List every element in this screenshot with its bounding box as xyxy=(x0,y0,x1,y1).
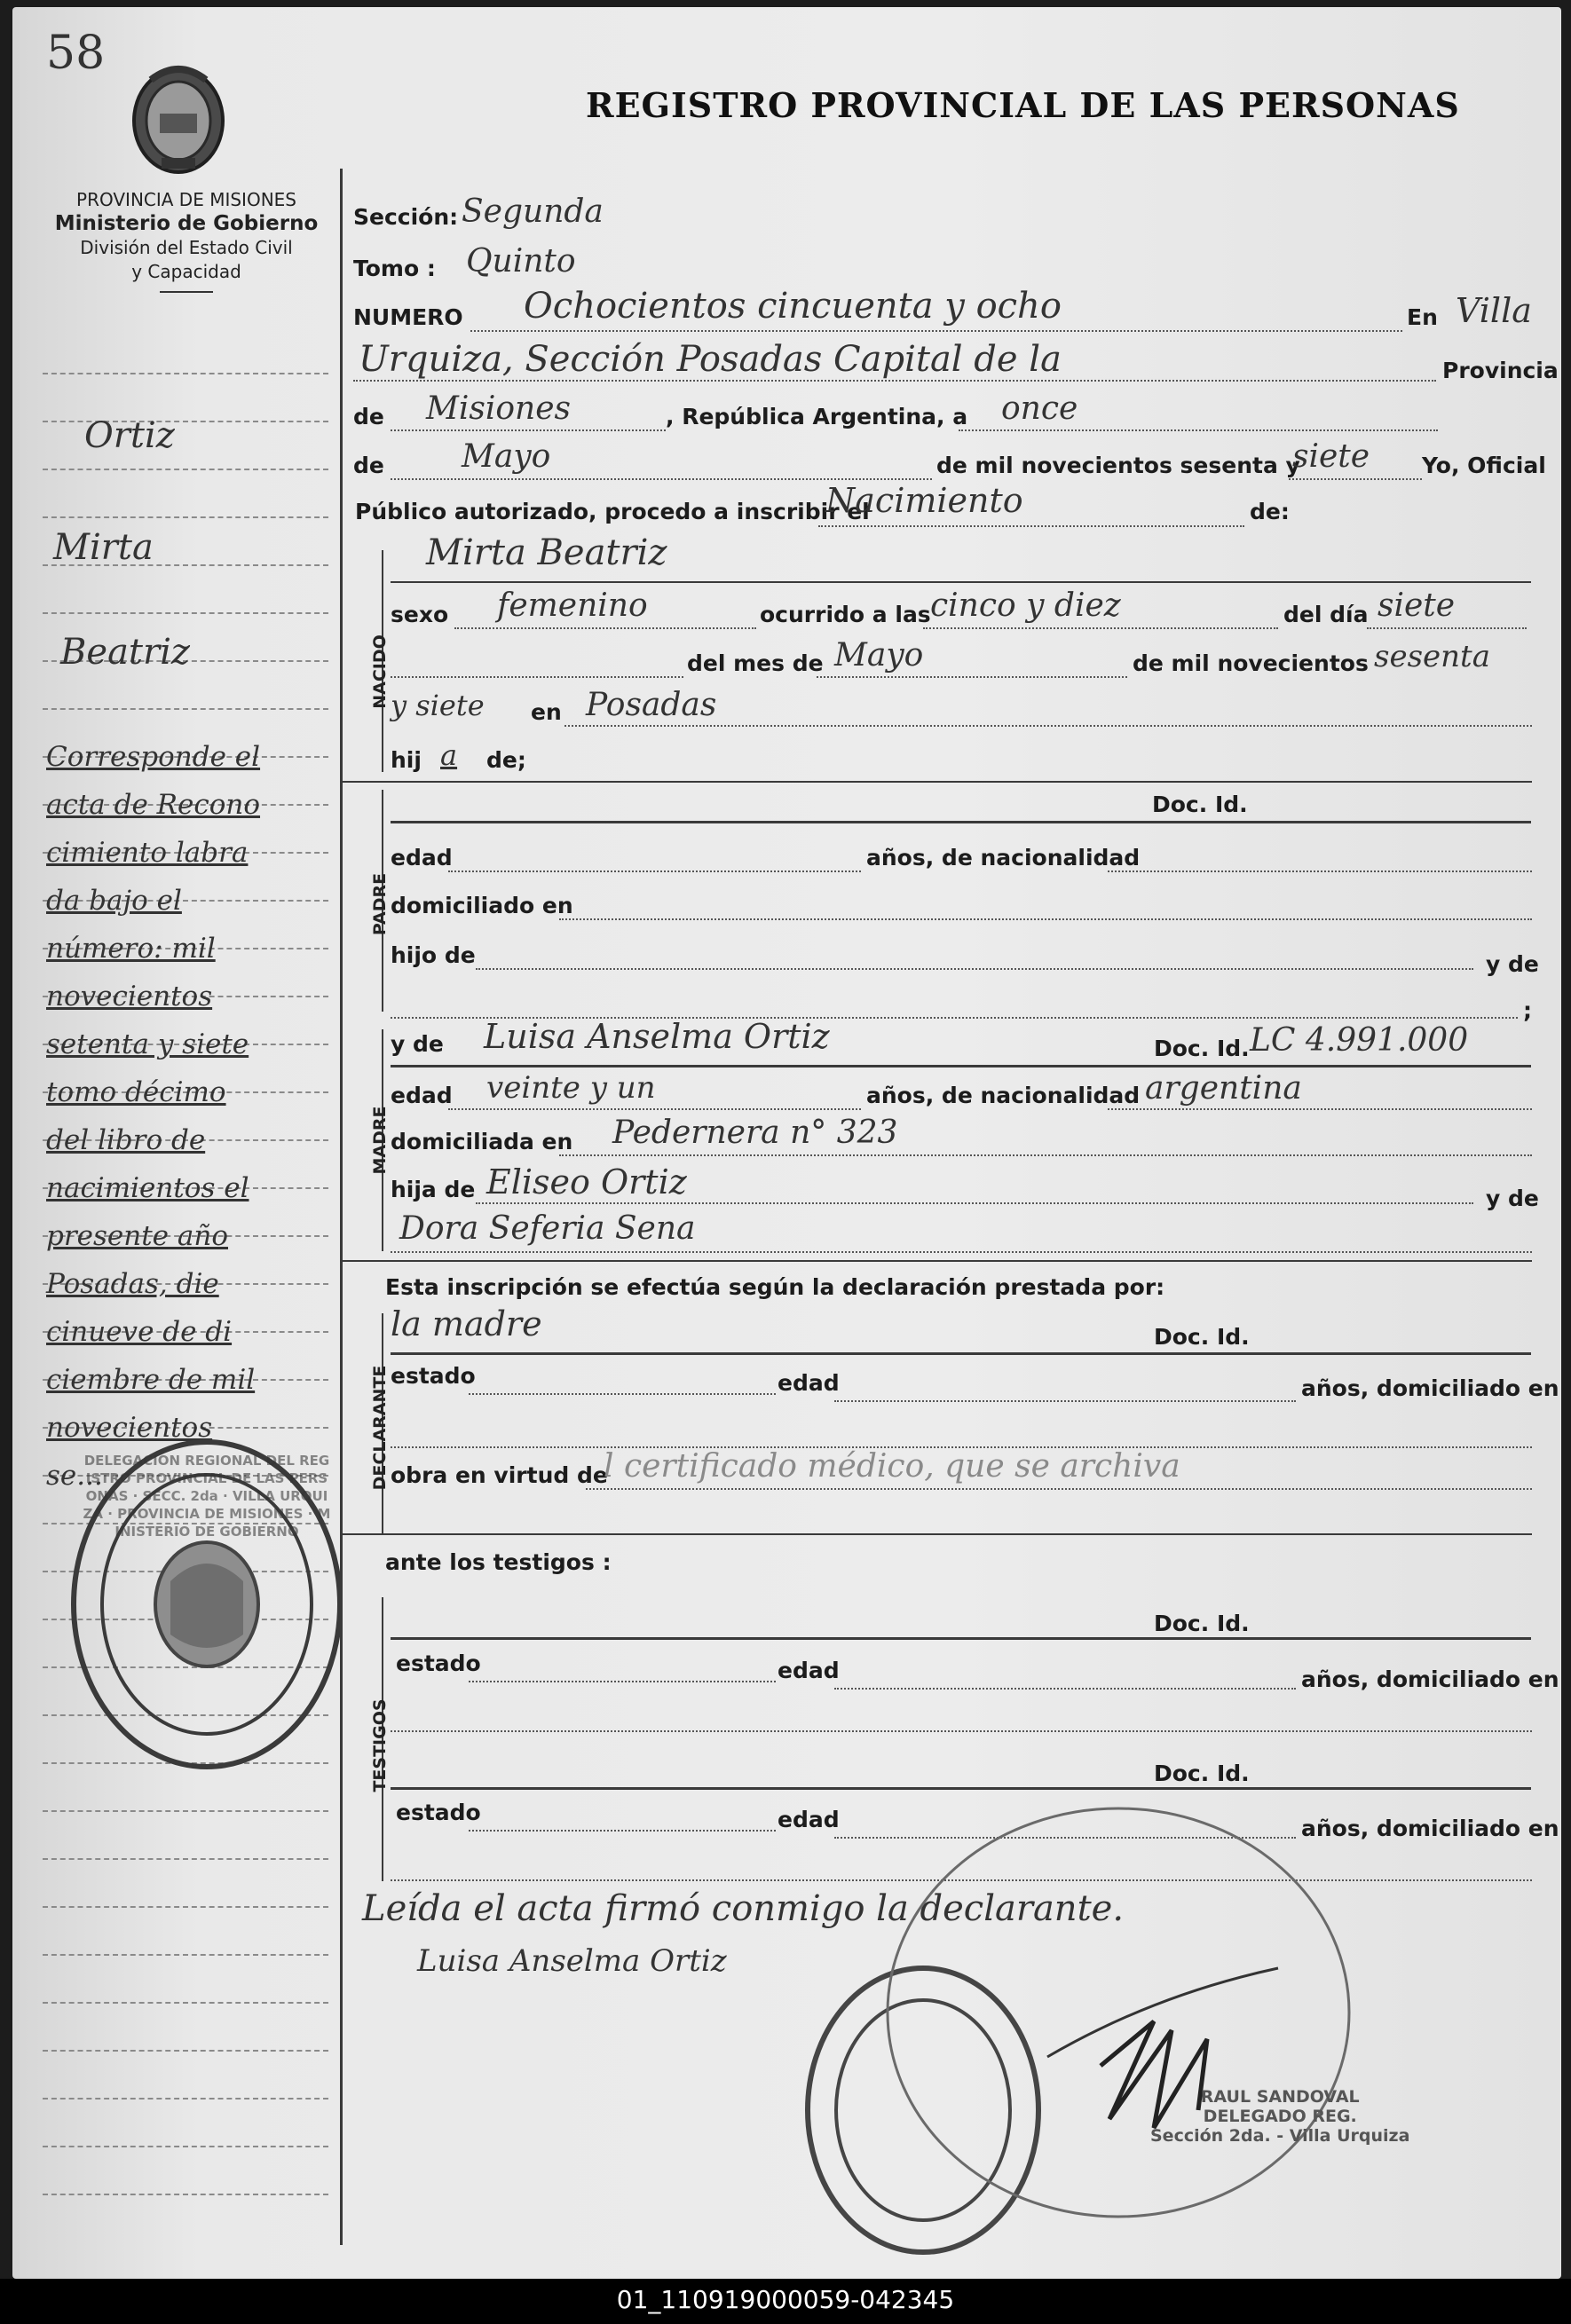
officer-stamp-line2: DELEGADO REG. xyxy=(1203,2107,1357,2126)
officer-round-stamp xyxy=(781,1791,1367,2270)
padre-section-label: PADRE xyxy=(370,872,390,936)
margin-divider xyxy=(340,169,343,2245)
declarante-edad-label: edad xyxy=(778,1370,840,1396)
hij-de-label: de; xyxy=(486,747,526,773)
margin-surname: Ortiz xyxy=(84,415,175,456)
coat-of-arms-emblem xyxy=(124,62,233,179)
mes-line xyxy=(391,478,932,480)
provincia-label: Provincia xyxy=(1442,358,1559,383)
nacido-section-label: NACIDO xyxy=(370,634,390,709)
provincia-line xyxy=(391,429,666,431)
testigo2-anios-label: años, domiciliado en xyxy=(1301,1816,1559,1841)
madre-anios-label: años, de nacionalidad xyxy=(866,1083,1141,1108)
testigos-section-label: TESTIGOS xyxy=(370,1698,390,1792)
madre-nac-line xyxy=(1108,1108,1532,1110)
madre-edad-line xyxy=(448,1108,861,1110)
province-name: PROVINCIA DE MISIONES xyxy=(76,189,296,210)
page-number: 58 xyxy=(46,27,106,80)
closing-statement: Leída el acta firmó conmigo la declarante. xyxy=(362,1888,1125,1929)
declarante-doc-label: Doc. Id. xyxy=(1154,1324,1250,1350)
del-mes-label: del mes de xyxy=(687,650,824,676)
madre-doc-value: LC 4.991.000 xyxy=(1250,1022,1469,1059)
mes-nac-value: Mayo xyxy=(834,637,924,674)
declarante-nombre-value: la madre xyxy=(391,1304,542,1343)
sexo-label: sexo xyxy=(391,602,449,627)
margin-line: se... xyxy=(46,1460,103,1492)
officer-stamp-line1: RAUL SANDOVAL xyxy=(1200,2087,1360,2107)
margin-line: Posadas, die xyxy=(46,1268,219,1300)
madre-padre-value: Eliseo Ortiz xyxy=(486,1162,687,1201)
margin-name-1: Mirta xyxy=(53,527,154,568)
publico-label: Público autorizado, procedo a inscribir el xyxy=(355,499,870,524)
testigo1-anios-label: años, domiciliado en xyxy=(1301,1666,1559,1692)
madre-y-de-label-2: y de xyxy=(1486,1186,1539,1211)
margin-annotation xyxy=(46,733,339,1500)
sexo-line xyxy=(454,627,756,629)
testigo1-estado-line xyxy=(469,1681,776,1682)
padre-edad-line xyxy=(448,871,861,872)
madre-edad-value: veinte y un xyxy=(486,1070,656,1106)
madre-edad-label: edad xyxy=(391,1083,453,1108)
lugar-value: Urquiza, Sección Posadas Capital de la xyxy=(359,339,1062,380)
tomo-value: Quinto xyxy=(466,243,576,280)
madre-abuela-line xyxy=(391,1251,1532,1253)
padre-domicilio-label: domiciliado en xyxy=(391,893,573,918)
margin-line: cimiento labra xyxy=(46,837,249,869)
nacido-name-value: Mirta Beatriz xyxy=(426,532,667,573)
mil-label: de mil novecientos sesenta y xyxy=(936,453,1300,478)
margin-line: tomo décimo xyxy=(46,1076,226,1108)
en-label: En xyxy=(1407,304,1438,330)
en-value: Villa xyxy=(1456,291,1532,330)
numero-line xyxy=(470,330,1402,332)
declarante-signature: Luisa Anselma Ortiz xyxy=(417,1943,727,1979)
testigo1-edad-line xyxy=(834,1688,1296,1690)
declarante-estado-line xyxy=(469,1393,776,1395)
footer-id: 01_110919000059-042345 xyxy=(616,2285,955,2314)
dia-line xyxy=(959,429,1438,431)
mes-nac-line xyxy=(817,676,1127,678)
padre-hijo-line xyxy=(476,968,1473,970)
declarante-estado-label: estado xyxy=(391,1363,476,1389)
division-name-1: División del Estado Civil xyxy=(80,237,293,258)
testigo2-estado-line xyxy=(469,1830,776,1832)
declarante-obra-value: l certificado médico, que se archiva xyxy=(604,1448,1180,1485)
seccion-label: Sección: xyxy=(353,204,459,230)
dia-value: once xyxy=(1001,390,1078,427)
testigo1-doc-label: Doc. Id. xyxy=(1154,1611,1250,1636)
testigo1-estado-label: estado xyxy=(396,1650,481,1676)
hora-value: cinco y diez xyxy=(930,587,1121,624)
dia-nac-line xyxy=(1367,627,1527,629)
en-nac-label: en xyxy=(531,699,562,725)
declarante-edad-line xyxy=(834,1400,1296,1402)
document-title: REGISTRO PROVINCIAL DE LAS PERSONAS xyxy=(586,85,1460,125)
anio-nac-value-2: y siete xyxy=(391,689,485,722)
madre-domicilio-label: domiciliada en xyxy=(391,1129,573,1154)
testigo1-edad-label: edad xyxy=(778,1658,840,1683)
dia-nac-value: siete xyxy=(1378,587,1456,624)
lugar-line xyxy=(353,380,1436,382)
declarante-anios-label: años, domiciliado en xyxy=(1301,1375,1559,1401)
madre-madre-value: Dora Seferia Sena xyxy=(399,1210,696,1247)
testigo1-domicilio-line xyxy=(391,1730,1532,1732)
sexo-value: femenino xyxy=(497,587,648,624)
madre-domicilio-line xyxy=(559,1154,1532,1156)
padre-anios-label: años, de nacionalidad xyxy=(866,845,1141,871)
hij-label: hij xyxy=(391,747,422,773)
officer-stamp-line3: Sección 2da. - Villa Urquiza xyxy=(1150,2126,1410,2146)
anio-value: siete xyxy=(1292,438,1370,475)
madre-hija-label: hija de xyxy=(391,1177,476,1202)
ministry-name: Ministerio de Gobierno xyxy=(54,212,319,235)
testigo2-edad-label: edad xyxy=(778,1807,840,1832)
padre-name-line xyxy=(391,821,1531,823)
margin-line: novecientos xyxy=(46,981,213,1012)
numero-value: Ochocientos cincuenta y ocho xyxy=(524,286,1062,327)
nacido-name-line xyxy=(391,581,1531,583)
issuer-header xyxy=(36,188,337,293)
testigo2-doc-label: Doc. Id. xyxy=(1154,1761,1250,1786)
madre-nacionalidad-value: argentina xyxy=(1145,1070,1302,1107)
officer-stamp-text xyxy=(1150,2087,1409,2146)
padre-top-rule xyxy=(343,781,1532,783)
declarante-section-label: DECLARANTE xyxy=(370,1365,390,1491)
nacido-blank-line xyxy=(391,676,683,678)
de3-label: de: xyxy=(1250,499,1290,524)
del-dia-label: del día xyxy=(1283,602,1369,627)
declarante-name-line xyxy=(391,1352,1531,1355)
hij-value: a xyxy=(440,738,458,772)
declarante-intro: Esta inscripción se efectúa según la declaración prestada por: xyxy=(385,1274,1165,1300)
provincia-value: Misiones xyxy=(426,390,572,427)
margin-line: Corresponde el xyxy=(46,741,261,773)
lugar-nac-value: Posadas xyxy=(586,687,717,723)
lugar-nac-line xyxy=(564,725,1532,727)
margin-line: cinueve de di xyxy=(46,1316,233,1348)
padre-y-de-label: y de xyxy=(1486,951,1539,977)
padre-edad-label: edad xyxy=(391,845,453,871)
de-label: de xyxy=(353,404,384,429)
anio-nac-value: sesenta xyxy=(1374,639,1490,674)
de2-label: de xyxy=(353,453,384,478)
madre-section-label: MADRE xyxy=(370,1106,390,1175)
padre-domicilio-line xyxy=(559,918,1532,920)
numero-label: NUMERO xyxy=(353,304,463,330)
mes-value: Mayo xyxy=(462,438,551,475)
seccion-value: Segunda xyxy=(462,193,604,230)
margin-line: nacimientos el xyxy=(46,1172,249,1204)
testigo2-estado-label: estado xyxy=(396,1800,481,1825)
madre-y-de-label: y de xyxy=(391,1031,444,1057)
anio-line xyxy=(1289,478,1422,480)
margin-line: acta de Recono xyxy=(46,789,261,821)
ocurrido-label: ocurrido a las xyxy=(760,602,931,627)
madre-doc-label: Doc. Id. xyxy=(1154,1036,1250,1061)
madre-name-line xyxy=(391,1065,1531,1067)
margin-line: del libro de xyxy=(46,1124,206,1156)
testigo1-name-line xyxy=(391,1637,1531,1640)
padre-nac-line xyxy=(1108,871,1532,872)
padre-hijo-label: hijo de xyxy=(391,942,476,968)
testigos-intro: ante los testigos : xyxy=(385,1549,612,1575)
testigos-top-rule xyxy=(343,1533,1532,1535)
testigo2-name-line xyxy=(391,1787,1531,1790)
acto-line xyxy=(818,525,1244,527)
margin-line: número: mil xyxy=(46,933,216,965)
margin-line: setenta y siete xyxy=(46,1028,249,1060)
padre-doc-label: Doc. Id. xyxy=(1152,792,1248,817)
margin-name-2: Beatriz xyxy=(60,632,190,673)
acto-value: Nacimiento xyxy=(825,481,1023,520)
margin-line: presente año xyxy=(46,1220,228,1252)
yo-label: Yo, Oficial xyxy=(1422,453,1546,478)
republica-label: , República Argentina, a xyxy=(666,404,968,429)
madre-domicilio-value: Pedernera n° 323 xyxy=(612,1115,898,1151)
margin-line: da bajo el xyxy=(46,885,182,917)
hora-line xyxy=(923,627,1278,629)
madre-nombre-value: Luisa Anselma Ortiz xyxy=(484,1017,830,1056)
margin-line: novecientos xyxy=(46,1412,213,1444)
declarante-obra-line xyxy=(586,1488,1532,1490)
declarante-top-rule xyxy=(343,1260,1532,1262)
division-name-2: y Capacidad xyxy=(131,261,241,282)
madre-hija-line xyxy=(476,1202,1473,1204)
padre-semicolon: ; xyxy=(1523,997,1532,1023)
tomo-label: Tomo : xyxy=(353,256,436,281)
declarante-obra-label: obra en virtud de xyxy=(391,1462,608,1488)
margin-line: ciembre de mil xyxy=(46,1364,256,1396)
margin-stamp-text: DELEGACION REGIONAL DEL REGISTRO PROVINCIAL DE LAS PERSONAS · SECC. 2da · VILLA URQUIZA · PROVINCIA DE MISIONES · MINISTERIO DE GOBIERNO xyxy=(83,1453,331,1540)
mil-nac-label: de mil novecientos xyxy=(1133,650,1369,676)
